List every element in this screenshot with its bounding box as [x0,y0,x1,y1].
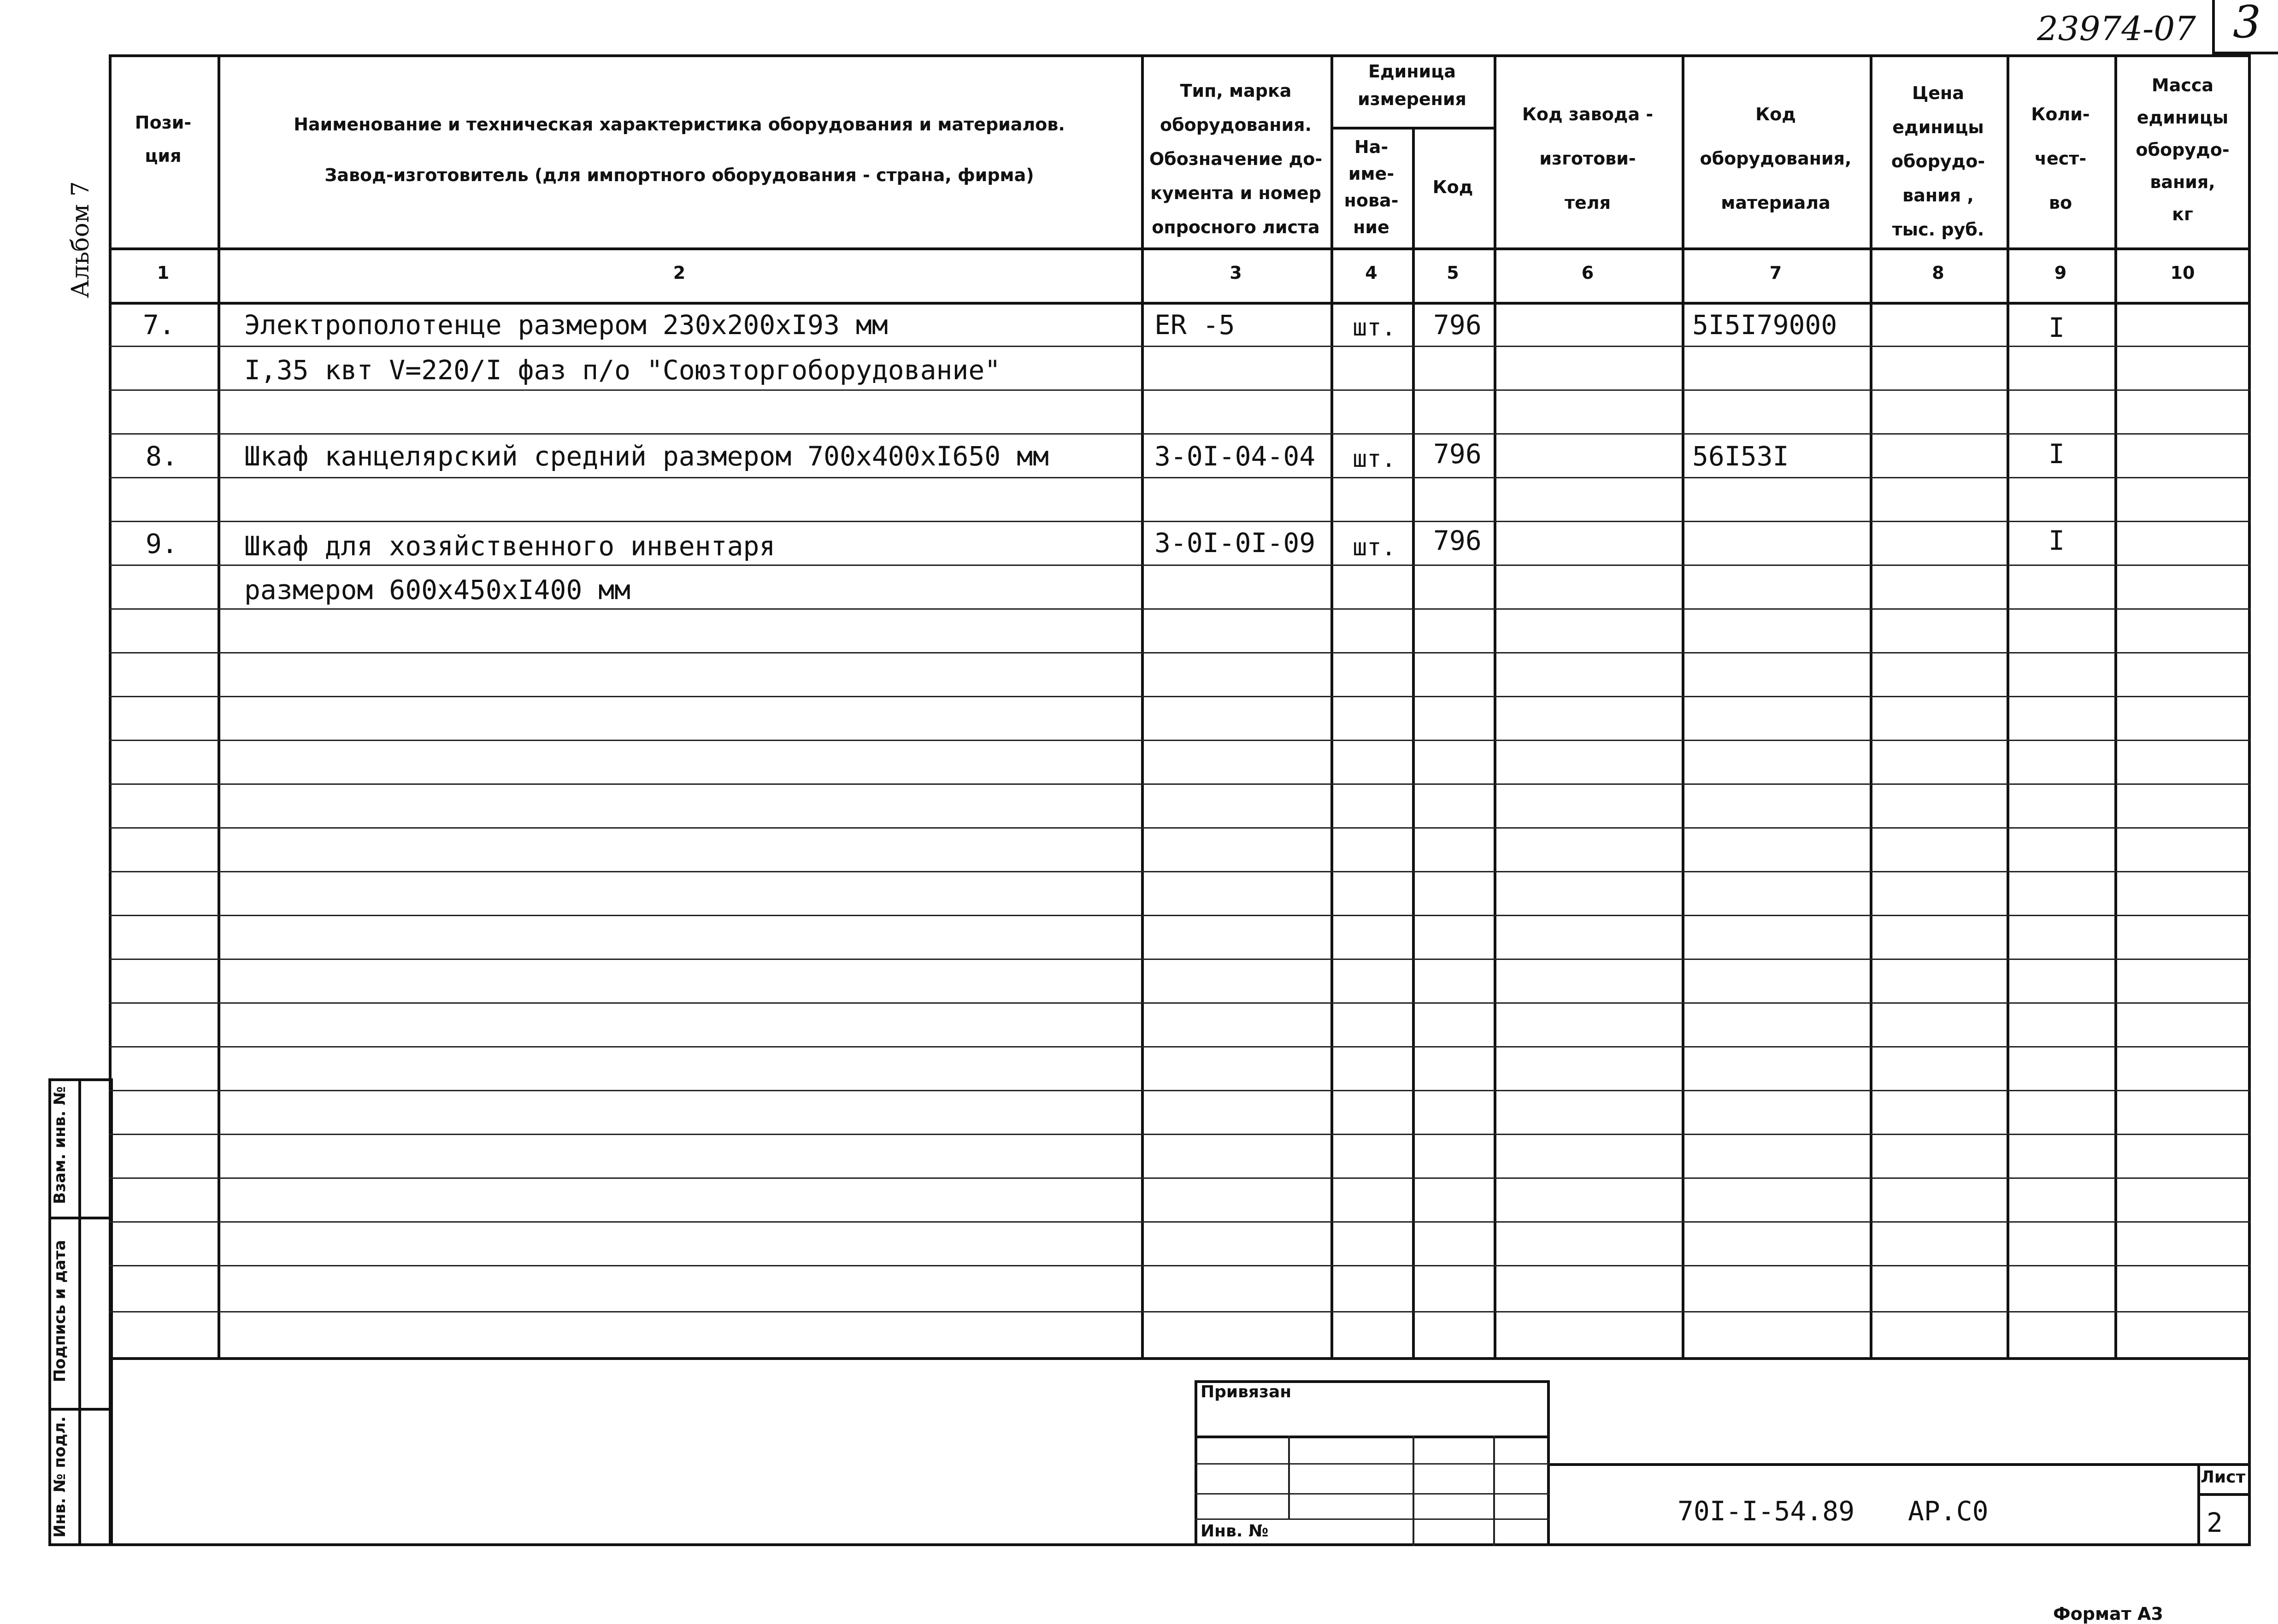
row-type: 3-0I-0I-09 [1154,527,1316,559]
row-name: Шкаф канцелярский средний размером 700х400хI650 мм [244,441,1049,472]
col-number: 8 [1932,263,1944,283]
col-number: 4 [1365,263,1377,283]
col-number: 2 [673,263,686,283]
col-9-header: Коли- чест- во [2031,104,2090,213]
row-unit-code: 796 [1433,525,1482,556]
section-code: АР.С0 [1908,1495,1989,1527]
col-number: 10 [2170,263,2195,283]
row-unit: шт. [1353,445,1396,473]
row-equip-code: 56I53I [1692,441,1789,472]
vzam-inv-label: Взам. инв. № [51,1086,69,1204]
row-position: 7. [143,309,175,341]
col-7-header: Код оборудования, материала [1700,104,1852,213]
col-5-header: Код [1432,177,1473,197]
unit-group-header: Единица измерения [1358,61,1466,109]
row-name: Шкаф для хозяйственного инвентаря [244,530,776,562]
row-position: 8. [146,441,178,472]
album-label: Альбом 7 [67,181,94,298]
row-unit: шт. [1353,534,1396,561]
col-number: 1 [157,263,170,283]
col-2-header: Наименование и техническая характеристика оборудования и материалов. Завод-изготовитель (для импортного оборудования - страна, фирма) [294,114,1065,185]
row-type: ЕR -5 [1154,309,1235,341]
row-qty: I [2048,312,2065,343]
col-8-header: Цена единицы оборудо- вания , тыс. руб. [1891,83,1985,240]
col-10-header: Масса единицы оборудо- вания, кг [2136,75,2230,224]
col-3-header: Тип, марка оборудования. Обозначение до- кумента и номер опросного листа [1149,81,1323,237]
row-name: размером 600х450хI400 мм [244,574,631,606]
row-position: 9. [146,528,178,559]
row-qty: I [2048,525,2065,556]
row-name: I,35 квт V=220/I фаз п/о "Союзторгоборудование" [244,354,1001,386]
designation: 70I-I-54.89 [1678,1495,1855,1527]
col-1-header: Пози- ция [135,112,192,166]
row-type: 3-0I-04-04 [1154,441,1316,472]
privyazan-label: Привязан [1201,1383,1292,1401]
col-number: 7 [1769,263,1782,283]
col-number: 5 [1447,263,1459,283]
col-number: 6 [1581,263,1594,283]
page-corner-number: 3 [2233,0,2261,48]
col-6-header: Код завода - изготови- теля [1522,104,1654,213]
col-number: 3 [1230,263,1242,283]
inv-podl-label: Инв. № подл. [51,1416,69,1538]
row-unit-code: 796 [1433,309,1482,341]
col-number: 9 [2054,263,2067,283]
row-unit-code: 796 [1433,438,1482,470]
inv-no-label: Инв. № [1201,1522,1269,1541]
col-4-header: На- име- нова- ние [1344,137,1399,237]
doc-code: 23974-07 [2037,9,2196,48]
row-equip-code: 5I5I79000 [1692,309,1837,341]
podpis-data-label: Подпись и дата [51,1240,69,1383]
row-qty: I [2048,438,2065,470]
row-unit: шт. [1353,314,1396,341]
sheet-label: Лист [2201,1468,2246,1487]
sheet-number: 2 [2207,1507,2223,1538]
row-name: Электрополотенце размером 230х200хI93 мм [244,309,888,341]
format-label: Формат А3 [2053,1604,2163,1624]
